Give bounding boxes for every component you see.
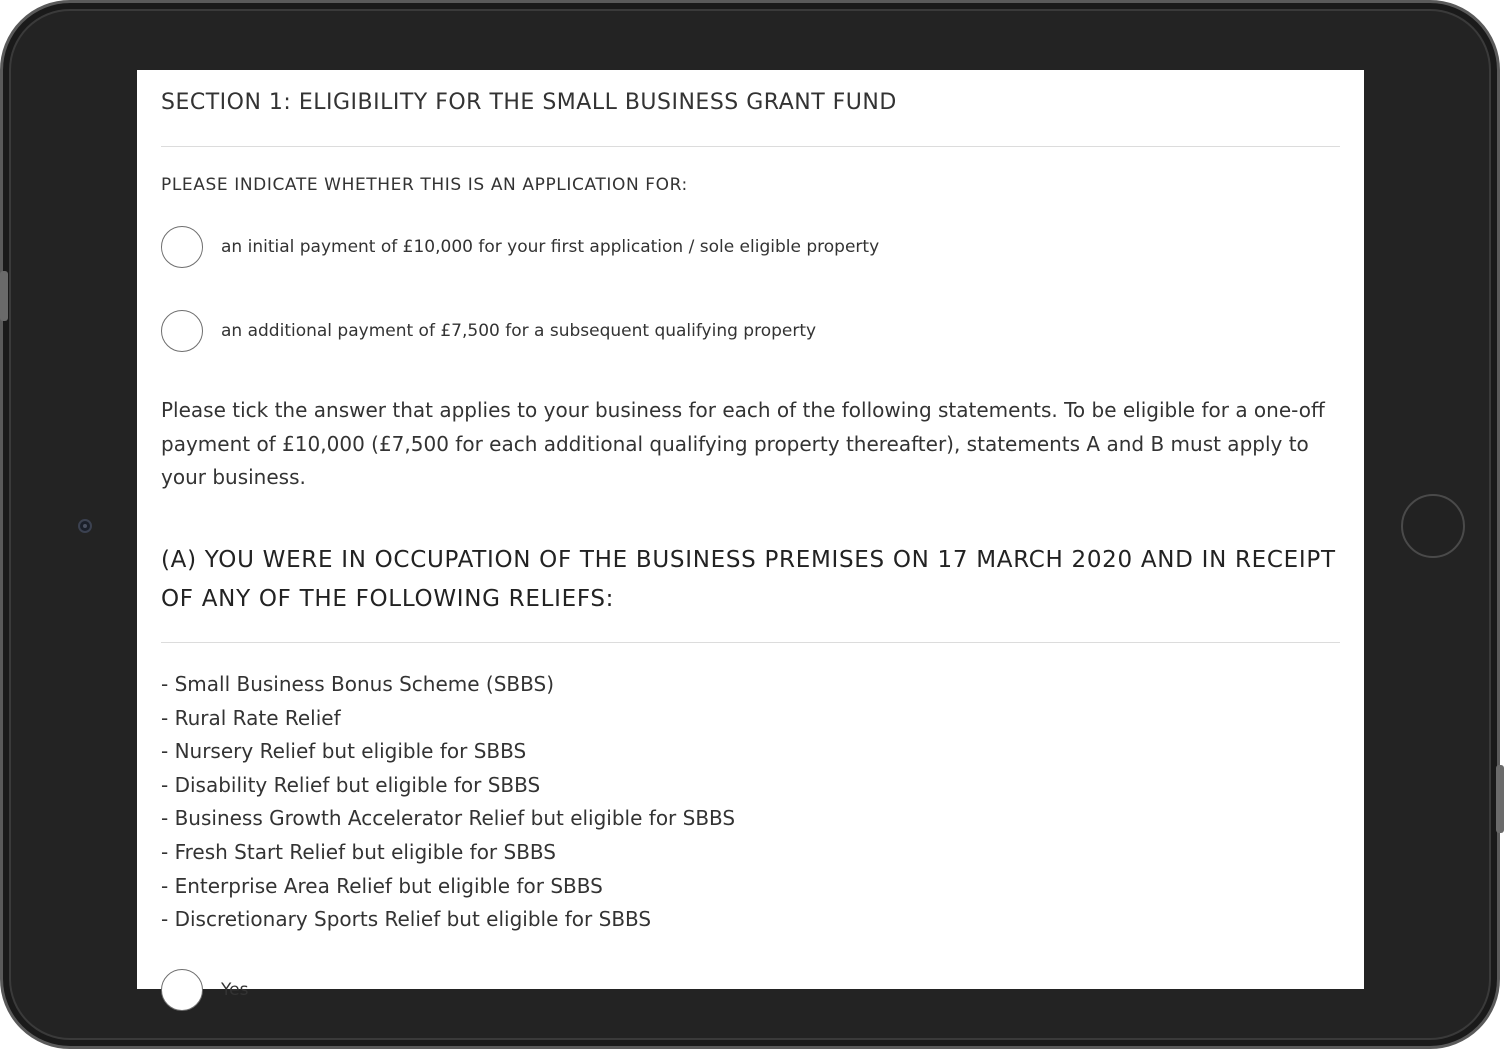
radio-button[interactable] [161,310,203,352]
radio-label: an initial payment of £10,000 for your first application / sole eligible property [221,237,880,257]
list-item: - Discretionary Sports Relief but eligible for SBBS [161,907,652,932]
statement-a-heading: (A) YOU WERE IN OCCUPATION OF THE BUSINESS PREMISES ON 17 MARCH 2020 AND IN RECEIPT OF ANY OF THE FOLLOWING RELIEFS: [161,547,1336,612]
section-title: SECTION 1: ELIGIBILITY FOR THE SMALL BUSINESS GRANT FUND [161,90,897,115]
radio-label: an additional payment of £7,500 for a subsequent qualifying property [221,321,817,341]
list-item: - Nursery Relief but eligible for SBBS [161,739,527,764]
instructions-text: Please tick the answer that applies to your business for each of the following statements. To be eligible for a one-off payment of £10,000 (£7,500 for each additional qualifying property thereafter), statements A and B must apply to your business. [161,398,1325,489]
section-divider [161,146,1340,147]
home-button[interactable] [1401,494,1465,558]
radio-label: Yes [221,980,249,1000]
power-button [1496,765,1504,833]
application-question-label: PLEASE INDICATE WHETHER THIS IS AN APPLICATION FOR: [161,175,688,195]
statement-a-divider [161,642,1340,643]
option-additional-payment[interactable] [161,309,816,353]
screen [137,70,1364,1000]
option-initial-payment[interactable] [161,225,879,269]
list-item: - Business Growth Accelerator Relief but eligible for SBBS [161,806,736,831]
list-item: - Enterprise Area Relief but eligible for SBBS [161,873,603,898]
list-item: - Rural Rate Relief [161,705,341,730]
list-item: - Fresh Start Relief but eligible for SBBS [161,839,556,864]
relief-list [161,668,735,937]
list-item: - Disability Relief but eligible for SBBS [161,772,541,797]
volume-button [0,271,8,321]
option-statement-a-yes[interactable] [161,968,248,1012]
list-item: - Small Business Bonus Scheme (SBBS) [161,672,555,696]
camera-icon [78,519,92,533]
radio-button[interactable] [161,226,203,268]
radio-button[interactable] [161,969,203,1011]
